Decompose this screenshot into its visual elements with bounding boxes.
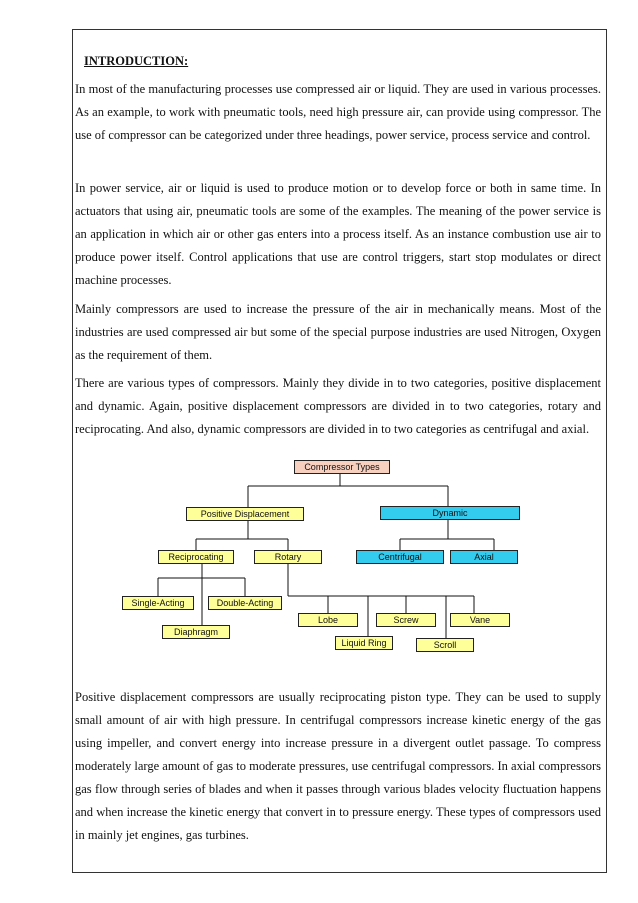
- node-reciprocating: Reciprocating: [158, 550, 234, 564]
- node-centrifugal: Centrifugal: [356, 550, 444, 564]
- paragraph-power-service: In power service, air or liquid is used to produce motion or to develop force or both in same time. In actuators that using air, pneumatic tools are some of the examples. The meaning of the power service is an application in which air or other gas enters into a process itself. As an instance combustion use air to produce power itself. Control applications that use are control triggers, start stop modulates or direct machine processes.: [75, 181, 601, 287]
- node-dynamic: Dynamic: [380, 506, 520, 520]
- node-scroll: Scroll: [416, 638, 474, 652]
- node-single-acting: Single-Acting: [122, 596, 194, 610]
- compressor-types-diagram: [118, 450, 518, 660]
- node-axial: Axial: [450, 550, 518, 564]
- paragraph-compressor-types: There are various types of compressors. Mainly they divide in to two categories, positive displacement and dynamic. Again, positive displacement compressors are divided in to two categories, rotary and reciprocating. And also, dynamic compressors are divided in to two categories as centrifugal and axial.: [75, 376, 601, 436]
- paragraph-intro: In most of the manufacturing processes use compressed air or liquid. They are used in various processes. As an example, to work with pneumatic tools, need high pressure air, can provide using compressor. The use of compressor can be categorized under three headings, power service, process service and control.: [75, 82, 601, 142]
- node-lobe: Lobe: [298, 613, 358, 627]
- node-liquid-ring: Liquid Ring: [335, 636, 393, 650]
- heading-title: INTRODUCTION: [84, 54, 185, 68]
- node-screw: Screw: [376, 613, 436, 627]
- paragraph-positive-displacement: Positive displacement compressors are usually reciprocating piston type. They can be used to supply small amount of air with high pressure. In centrifugal compressors increase kinetic energy of the gas using impeller, and convert energy into increase pressure in a divergent outlet passage. To compress moderately large amount of gas to moderate pressures, use centrifugal compressors. In axial compressors gas flow through series of blades and when it passes through various blades velocity fluctuation happens and when increase the kinetic energy that convert in to pressure energy. These types of compressors used in mainly jet engines, gas turbines.: [75, 690, 601, 842]
- section-heading: [84, 54, 188, 69]
- node-positive-displacement: Positive Displacement: [186, 507, 304, 521]
- node-compressor-types: Compressor Types: [294, 460, 390, 474]
- node-vane: Vane: [450, 613, 510, 627]
- heading-colon: :: [184, 54, 189, 68]
- node-double-acting: Double-Acting: [208, 596, 282, 610]
- paragraph-compressor-use: Mainly compressors are used to increase the pressure of the air in mechanically means. Most of the industries are used compressed air but some of the special purpose industries are used Nitrogen, Oxygen as the requirement of them.: [75, 302, 601, 362]
- node-diaphragm: Diaphragm: [162, 625, 230, 639]
- node-rotary: Rotary: [254, 550, 322, 564]
